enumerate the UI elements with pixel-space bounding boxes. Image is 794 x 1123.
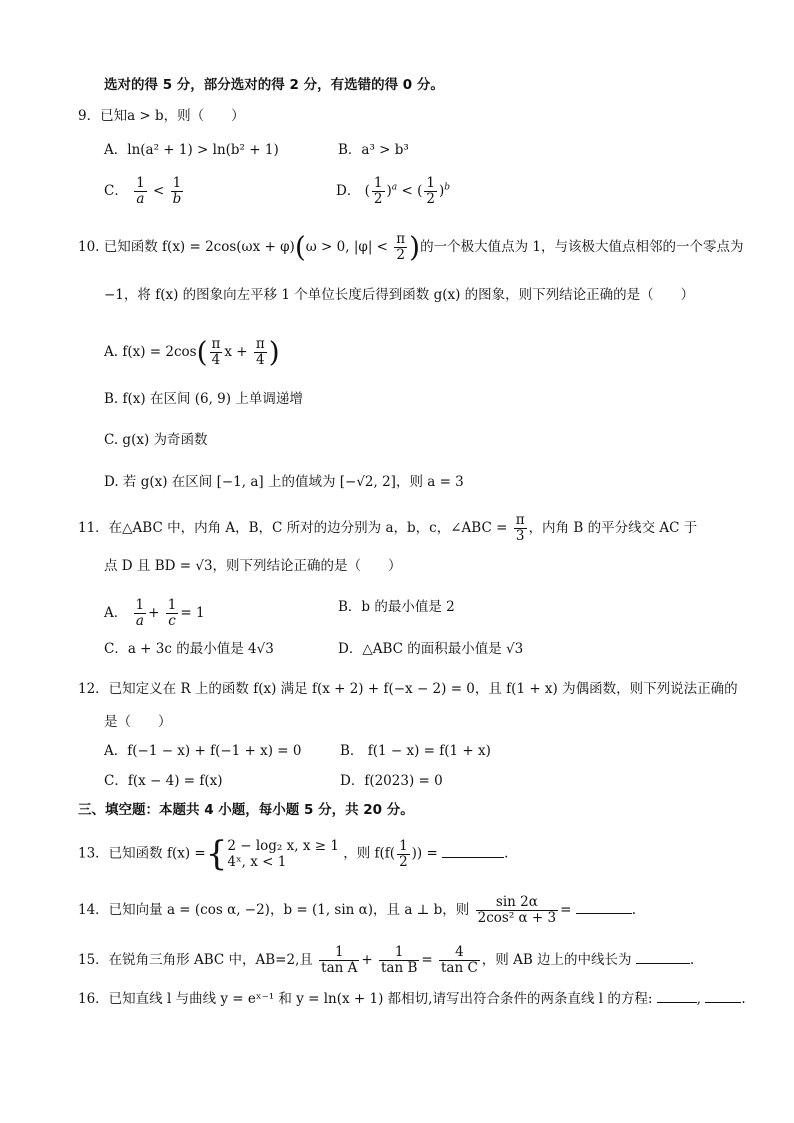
q12-option-a: A．f(−1 − x) + f(−1 + x) = 0 <box>104 743 302 759</box>
section-heading-fill-in: 三、填空题：本题共 4 小题，每小题 5 分，共 20 分。 <box>78 802 414 818</box>
q11-option-c: C．a + 3c 的最小值是 4√3 <box>104 641 274 657</box>
q9-option-d: D． ( $\frac{1}{2}$ )$^a$ < ( $\frac{1}{2}$ )$^b$ <box>336 175 450 207</box>
q11-stem-line2: 点 D 且 BD = √3，则下列结论正确的是（ ） <box>104 558 402 574</box>
q10-stem: 10. 已知函数 f(x) = 2cos(ωx + φ)(ω > 0, |φ| < $\frac{\pi}{2}$ )的一个极大值点为 1，与该极大值点相邻的一个零点为 <box>78 230 744 264</box>
q13-answer-blank[interactable] <box>442 843 504 858</box>
q9-option-a: A．ln(a² + 1) > ln(b² + 1) <box>104 142 279 158</box>
q10-option-c: C. g(x) 为奇函数 <box>104 432 208 448</box>
q10-option-a: A. f(x) = 2cos( $\frac{\pi}{4}$ x + $\frac{\pi}{4}$ ) <box>104 335 280 369</box>
q10-option-b: B. f(x) 在区间 (6, 9) 上单调递增 <box>104 391 303 407</box>
q15-answer-blank[interactable] <box>636 949 690 964</box>
q10-option-d: D. 若 g(x) 在区间 [−1, a] 上的值域为 [−√2, 2]，则 a = 3 <box>104 474 464 490</box>
q14-answer-blank[interactable] <box>576 899 632 914</box>
q10-stem-line2: −1，将 f(x) 的图象向左平移 1 个单位长度后得到函数 g(x) 的图象，则下列结论正确的是（ ） <box>104 287 695 303</box>
scoring-note: 选对的得 5 分，部分选对的得 2 分，有选错的得 0 分。 <box>104 77 444 93</box>
q11-option-b: B．b 的最小值是 2 <box>338 599 455 615</box>
q14-stem: 14．已知向量 a = (cos α, −2)，b = (1, sin α)，且 a ⊥ b，则 $\frac{\sin 2\alpha}{\text{2cos² α + 3}}$ = . <box>78 894 637 926</box>
q12-option-c: C．f(x − 4) = f(x) <box>104 773 223 789</box>
q16-stem: 16．已知直线 l 与曲线 y = eˣ⁻¹ 和 y = ln(x + 1) 都相切,请写出符合条件的两条直线 l 的方程: , . <box>78 988 746 1008</box>
q12-stem-line2: 是（ ） <box>104 714 172 730</box>
q13-stem: 13．已知函数 f(x) ={ 2 − log₂ x, x ≥ 1 4ˣ, x < 1 ，则 f(f( $\frac{1}{2}$ )) = . <box>78 834 509 874</box>
q15-stem: 15．在锐角三角形 ABC 中，AB=2,且 $\frac{1}{\text{tan A}}$ + $\frac{1}{\text{tan B}}$ = $\frac{4}{\text{tan C}}$ ，则 AB 边上的中线长为 . <box>78 944 695 976</box>
q12-option-b: B． f(1 − x) = f(1 + x) <box>340 743 491 759</box>
q11-option-d: D．△ABC 的面积最小值是 √3 <box>338 641 524 657</box>
q12-option-d: D．f(2023) = 0 <box>340 773 443 789</box>
q9-stem: 9．已知a > b，则（ ） <box>78 108 245 124</box>
q9-option-c: C． $\frac{1}{a}$ < $\frac{1}{b}$ <box>104 175 182 207</box>
q11-option-a: A． $\frac{1}{a}$ + $\frac{1}{c}$ = 1 <box>104 597 205 629</box>
q11-stem: 11．在△ABC 中，内角 A，B，C 所对的边分别为 a，b，c，∠ABC = $\frac{\pi}{3}$ ，内角 B 的平分线交 AC 于 <box>78 512 698 544</box>
q9-option-b: B．a³ > b³ <box>338 142 409 158</box>
q16-answer-blank-1[interactable] <box>657 988 697 1003</box>
q16-answer-blank-2[interactable] <box>705 988 741 1003</box>
q12-stem: 12．已知定义在 R 上的函数 f(x) 满足 f(x + 2) + f(−x − 2) = 0，且 f(1 + x) 为偶函数，则下列说法正确的 <box>78 681 738 697</box>
